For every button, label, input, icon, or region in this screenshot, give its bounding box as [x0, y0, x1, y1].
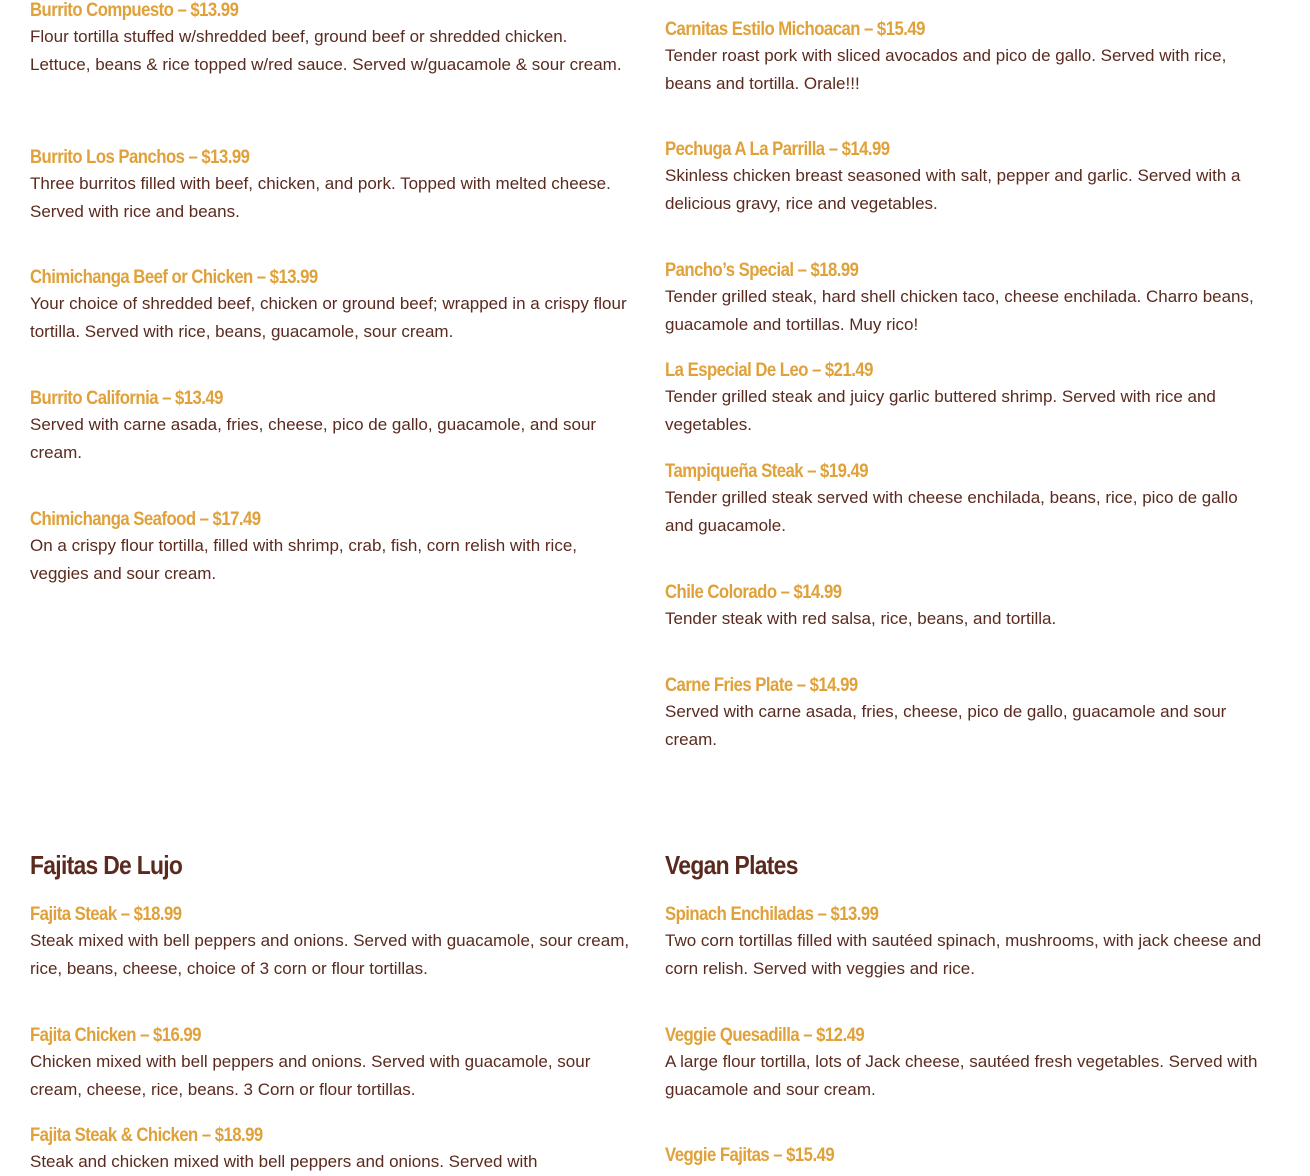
- menu-item: [30, 1025, 630, 1103]
- menu-item-title: Spinach Enchiladas – $13.99: [665, 904, 879, 925]
- menu-item-title: La Especial De Leo – $21.49: [665, 360, 873, 381]
- menu-item-description: Served with carne asada, fries, cheese, pico de gallo, guacamole and sour cream.: [665, 702, 1227, 749]
- menu-item: [30, 147, 630, 225]
- menu-item-title: Tampiqueña Steak – $19.49: [665, 461, 869, 482]
- menu-item: [665, 260, 1265, 338]
- menu-item-description: Steak and chicken mixed with bell peppers and onions. Served with: [30, 1152, 538, 1171]
- menu-item-title: Pechuga A La Parrilla – $14.99: [665, 139, 890, 160]
- menu-item-title: Veggie Fajitas – $15.49: [665, 1145, 835, 1166]
- menu-item: [665, 139, 1265, 217]
- menu-item: [30, 904, 630, 982]
- section-heading-fajitas: Fajitas De Lujo: [30, 850, 183, 880]
- menu-item: [30, 267, 630, 345]
- menu-item: [665, 675, 1265, 753]
- menu-item-description: Skinless chicken breast seasoned with salt, pepper and garlic. Served with a delicious gravy, rice and vegetables.: [665, 166, 1241, 213]
- menu-item-description: Flour tortilla stuffed w/shredded beef, ground beef or shredded chicken. Lettuce, beans & rice topped w/red sauce. Served w/guacamole & sour cream.: [30, 27, 622, 74]
- menu-item-title: Fajita Steak – $18.99: [30, 904, 182, 925]
- menu-item-title: Burrito California – $13.49: [30, 388, 223, 409]
- menu-item-title: Chimichanga Beef or Chicken – $13.99: [30, 267, 318, 288]
- menu-item-title: Fajita Chicken – $16.99: [30, 1025, 201, 1046]
- menu-item-description: Your choice of shredded beef, chicken or ground beef; wrapped in a crispy flour tortilla. Served with rice, beans, guacamole, sour cream.: [30, 294, 627, 341]
- menu-item: [665, 360, 1265, 438]
- menu-item-description: Tender steak with red salsa, rice, beans, and tortilla.: [665, 609, 1057, 628]
- menu-item-description: On a crispy flour tortilla, filled with shrimp, crab, fish, corn relish with rice, veggies and sour cream.: [30, 536, 578, 583]
- menu-item-description: Three burritos filled with beef, chicken, and pork. Topped with melted cheese. Served with rice and beans.: [30, 174, 611, 221]
- menu-item-title: Chile Colorado – $14.99: [665, 582, 842, 603]
- menu-item: [665, 19, 1265, 97]
- menu-item-description: Chicken mixed with bell peppers and onions. Served with guacamole, sour cream, cheese, rice, beans. 3 Corn or flour tortillas.: [30, 1052, 591, 1099]
- menu-item: [30, 509, 630, 587]
- section-heading-vegan: Vegan Plates: [665, 850, 798, 880]
- menu-item: [30, 388, 630, 466]
- menu-item: [30, 0, 630, 78]
- menu-item-description: Two corn tortillas filled with sautéed spinach, mushrooms, with jack cheese and corn relish. Served with veggies and rice.: [665, 931, 1262, 978]
- menu-item-description: Tender grilled steak and juicy garlic buttered shrimp. Served with rice and vegetables.: [665, 387, 1216, 434]
- menu-item: [665, 1025, 1265, 1103]
- menu-item-title: Veggie Quesadilla – $12.49: [665, 1025, 865, 1046]
- menu-item-title: Carnitas Estilo Michoacan – $15.49: [665, 19, 925, 40]
- menu-item: [665, 461, 1265, 539]
- menu-item-title: Burrito Compuesto – $13.99: [30, 0, 239, 21]
- menu-item-description: Tender roast pork with sliced avocados and pico de gallo. Served with rice, beans and tortilla. Orale!!!: [665, 46, 1227, 93]
- menu-item-description: Tender grilled steak served with cheese enchilada, beans, rice, pico de gallo and guacamole.: [665, 488, 1238, 535]
- menu-item-description: A large flour tortilla, lots of Jack cheese, sautéed fresh vegetables. Served with guacamole and sour cream.: [665, 1052, 1258, 1099]
- menu-item: [30, 1125, 630, 1176]
- menu-item-title: Burrito Los Panchos – $13.99: [30, 147, 250, 168]
- menu-item-title: Fajita Steak & Chicken – $18.99: [30, 1125, 263, 1146]
- menu-item-title: Pancho’s Special – $18.99: [665, 260, 859, 281]
- menu-item-description: Steak mixed with bell peppers and onions. Served with guacamole, sour cream, rice, beans, cheese, choice of 3 corn or flour tortillas.: [30, 931, 630, 978]
- menu-item: [665, 904, 1265, 982]
- menu-item: [665, 582, 1265, 633]
- menu-item-description: Tender grilled steak, hard shell chicken taco, cheese enchilada. Charro beans, guacamole and tortillas. Muy rico!: [665, 287, 1254, 334]
- menu-item-title: Chimichanga Seafood – $17.49: [30, 509, 261, 530]
- menu-item-title: Carne Fries Plate – $14.99: [665, 675, 858, 696]
- menu-item-description: Served with carne asada, fries, cheese, pico de gallo, guacamole, and sour cream.: [30, 415, 597, 462]
- menu-item: [665, 1145, 1265, 1167]
